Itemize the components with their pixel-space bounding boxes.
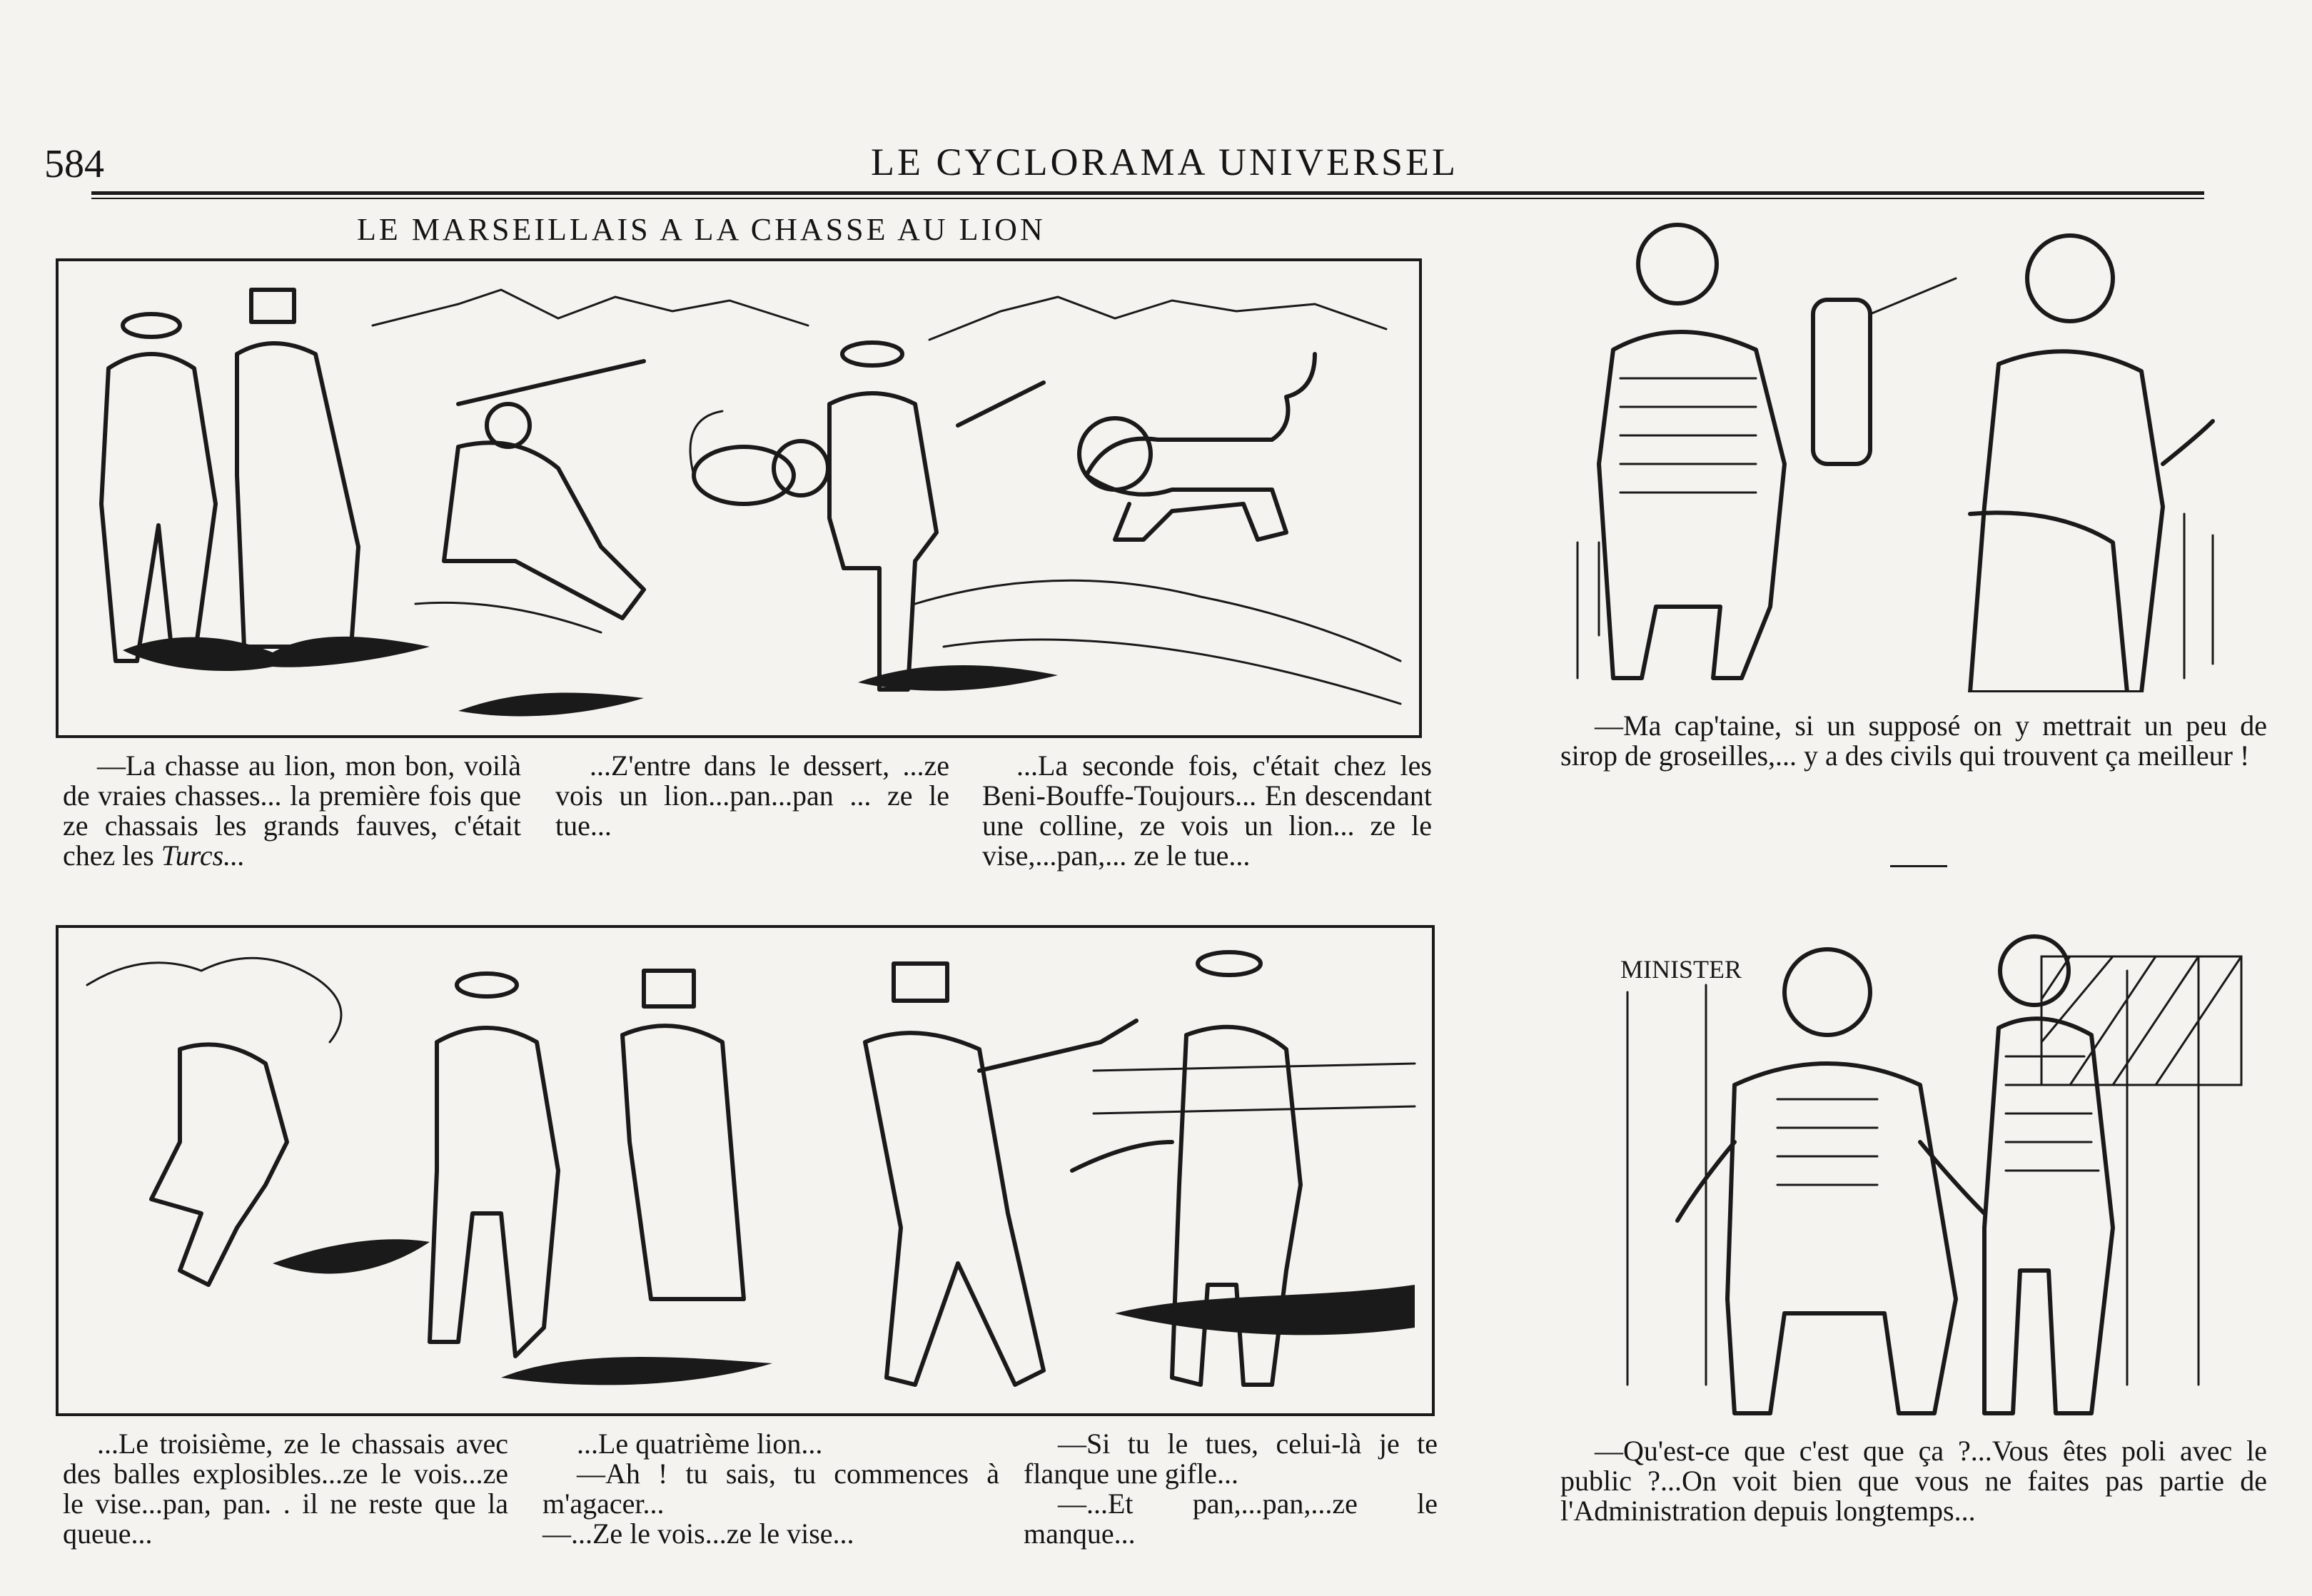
caption-row2-col2-line3: —...Ze le vois...ze le vise... xyxy=(542,1517,854,1550)
caption-row2-col1-text: ...Le troisième, ze le chassais avec des balles explosibles...ze le vois...ze le vise...pan, pan. . il ne reste que la queue... xyxy=(63,1428,508,1550)
strip-title: LE MARSEILLAIS A LA CHASSE AU LION xyxy=(357,212,1046,247)
caption-row2-col2 xyxy=(542,1429,999,1549)
caption-row2-col2-line2: —Ah ! tu sais, tu commences à m'agacer... xyxy=(542,1458,999,1520)
lion-hunt-illustration-row2 xyxy=(59,928,1432,1413)
caption-right-top-text: —Ma cap'taine, si un supposé on y mettrait un peu de sirop de groseilles,... y a des civils qui trouvent ça meilleur ! xyxy=(1560,709,2267,772)
column-separator xyxy=(1890,865,1947,867)
lion-hunt-illustration-row1 xyxy=(59,261,1419,735)
caption-right-top xyxy=(1560,711,2267,771)
caption-row1-col1 xyxy=(63,751,521,871)
caption-row1-col1-italic: Turcs... xyxy=(161,839,246,872)
comic-panel-row1 xyxy=(56,258,1422,738)
caption-row1-col1-text: —La chasse au lion, mon bon, voilà de vraies chasses... la première fois que ze chassais les grands fauves, c'était chez les xyxy=(63,749,521,872)
caption-row1-col3-text: ...La seconde fois, c'était chez les Beni-Bouffe-Toujours... En descendant une colline, ze vois un lion... ze le vise,...pan,... ze le tue... xyxy=(982,749,1432,872)
caption-row1-col2 xyxy=(555,751,949,841)
soldier-siphon-drawing xyxy=(1570,207,2256,692)
comic-panel-row2 xyxy=(56,925,1435,1416)
page-number: 584 xyxy=(44,142,104,186)
running-title: LE CYCLORAMA UNIVERSEL xyxy=(871,141,1459,183)
caption-row2-col3-line1: —Si tu le tues, celui-là je te flanque une gifle... xyxy=(1024,1428,1438,1490)
caption-row1-col3 xyxy=(982,751,1432,871)
illustration-soldier-siphon xyxy=(1570,207,2256,692)
ministry-sign: MINISTER xyxy=(1620,955,1742,984)
illustration-ministry-office xyxy=(1599,928,2256,1420)
caption-row2-col1 xyxy=(63,1429,508,1549)
caption-row2-col3 xyxy=(1024,1429,1438,1549)
caption-right-bottom-text: —Qu'est-ce que c'est que ça ?...Vous êtes poli avec le public ?...On voit bien que vous ne faites pas partie de l'Administration depuis longtemps... xyxy=(1560,1435,2267,1527)
header-rule xyxy=(91,191,2204,195)
ministry-office-drawing xyxy=(1599,928,2256,1420)
caption-row2-col3-line2: —...Et pan,...pan,...ze le manque... xyxy=(1024,1488,1438,1550)
caption-row1-col2-text: ...Z'entre dans le dessert, ...ze vois un lion...pan...pan ... ze le tue... xyxy=(555,749,949,842)
caption-row2-col2-line1: ...Le quatrième lion... xyxy=(577,1428,823,1460)
caption-right-bottom xyxy=(1560,1436,2267,1526)
header-rule-thin xyxy=(91,198,2204,199)
